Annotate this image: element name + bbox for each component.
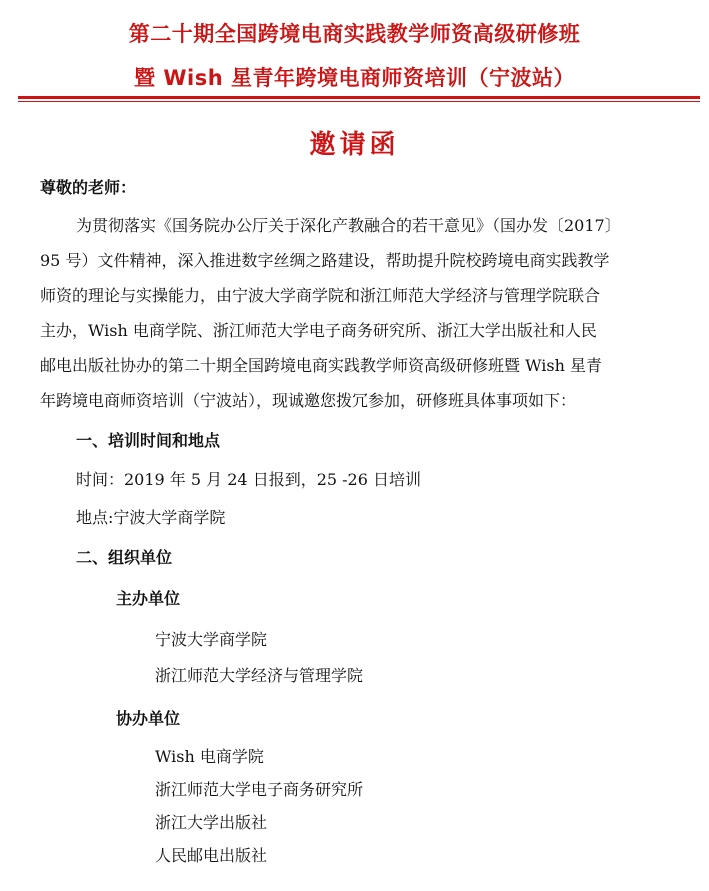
greeting: 尊敬的老师： <box>40 178 137 197</box>
co-organizer-item: 浙江师范大学电子商务研究所 <box>155 780 364 799</box>
section-heading-time-place: 一、培训时间和地点 <box>76 431 221 450</box>
body-line-3: 师资的理论与实操能力，由宁波大学商学院和浙江师范大学经济与管理学院联合 <box>40 286 601 305</box>
body-line-6: 年跨境电商师资培训（宁波站），现诚邀您拨冗参加，研修班具体事项如下： <box>40 391 577 410</box>
event-title-line-1: 第二十期全国跨境电商实践教学师资高级研修班 <box>128 22 581 46</box>
co-organizer-heading: 协办单位 <box>116 709 181 728</box>
co-organizer-item: 人民邮电出版社 <box>155 846 268 865</box>
co-organizer-item: 浙江大学出版社 <box>155 813 268 832</box>
host-units-heading: 主办单位 <box>116 589 181 608</box>
body-line-2: 95 号）文件精神，深入推进数字丝绸之路建设，帮助提升院校跨境电商实践教学 <box>40 251 610 270</box>
header-divider-thick <box>18 96 700 99</box>
section-heading-organizers: 二、组织单位 <box>76 548 173 567</box>
training-time: 时间：2019 年 5 月 24 日报到，25 -26 日培训 <box>76 470 421 489</box>
header-divider-thin <box>18 101 700 102</box>
training-place: 地点:宁波大学商学院 <box>76 508 226 527</box>
body-line-1: 为贯彻落实《国务院办公厅关于深化产教融合的若干意见》（国办发〔2017〕 <box>76 216 621 235</box>
invitation-heading: 邀请函 <box>309 130 400 160</box>
body-line-4: 主办，Wish 电商学院、浙江师范大学电子商务研究所、浙江大学出版社和人民 <box>40 321 597 340</box>
body-line-5: 邮电出版社协办的第二十期全国跨境电商实践教学师资高级研修班暨 Wish 星青 <box>40 356 602 375</box>
host-unit-item: 浙江师范大学经济与管理学院 <box>155 666 364 685</box>
host-unit-item: 宁波大学商学院 <box>155 630 268 649</box>
event-title-line-2: 暨 Wish 星青年跨境电商师资培训（宁波站） <box>134 66 575 90</box>
co-organizer-item: Wish 电商学院 <box>155 747 264 766</box>
